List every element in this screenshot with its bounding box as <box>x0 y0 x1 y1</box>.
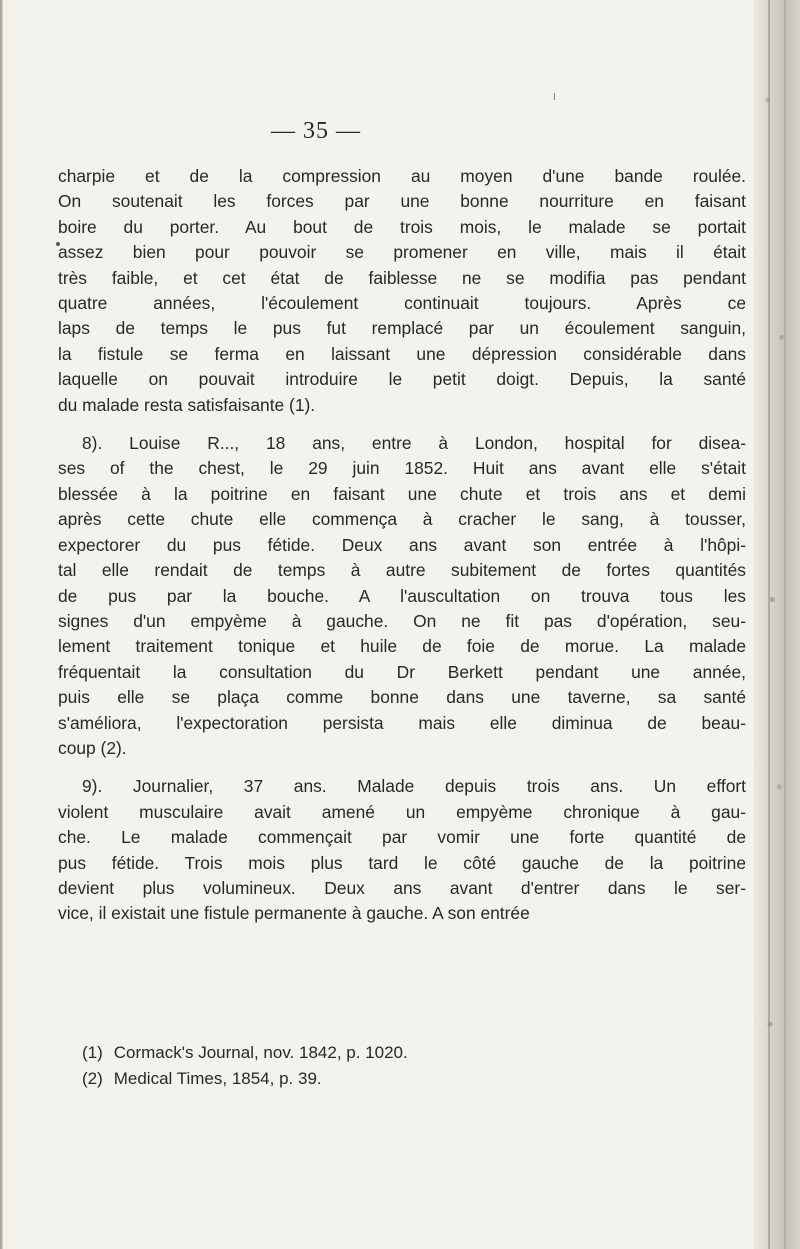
text-line: laquelle on pouvait introduire le petit doigt. Depuis, la santé <box>58 369 746 390</box>
paragraph-1 <box>58 164 746 418</box>
text-line: tal elle rendait de temps à autre subitement de fortes quantités <box>58 560 746 581</box>
text-line: violent musculaire avait amené un empyème chronique à gau- <box>58 801 746 822</box>
text-line: signes d'un empyème à gauche. On ne fit pas d'opération, seu- <box>58 610 746 631</box>
binding-line <box>784 0 786 1249</box>
page-binding-edge <box>754 0 800 1249</box>
text-line: devient plus volumineux. Deux ans avant d'entrer dans le ser- <box>58 877 746 898</box>
text-line: On soutenait les forces par une bonne nourriture en faisant <box>58 191 746 212</box>
text-line: laps de temps le pus fut remplacé par un écoulement sanguin, <box>58 318 746 339</box>
footnote-text: Cormack's Journal, nov. 1842, p. 1020. <box>113 1043 408 1062</box>
text-line: 8). Louise R..., 18 ans, entre à London, hospital for disea- <box>82 433 746 454</box>
text-line: lement traitement tonique et huile de foie de morue. La malade <box>58 636 746 657</box>
text-line: pus fétide. Trois mois plus tard le côté gauche de la poitrine <box>58 852 746 873</box>
page-number-header: — 35 — <box>271 118 361 144</box>
footnote-label: (1) <box>82 1043 103 1062</box>
text-line: de pus par la bouche. A l'auscultation on trouva tous les <box>58 585 746 606</box>
text-line: expectorer du pus fétide. Deux ans avant son entrée à l'hôpi- <box>58 534 746 555</box>
footnote-1 <box>82 1040 682 1066</box>
footnote-text: Medical Times, 1854, p. 39. <box>113 1069 322 1088</box>
text-line: fréquentait la consultation du Dr Berkett pendant une année, <box>58 661 746 682</box>
text-line: boire du porter. Au bout de trois mois, le malade se portait <box>58 216 746 237</box>
text-line: coup (2). <box>58 737 127 758</box>
text-line: ses of the chest, le 29 juin 1852. Huit ans avant elle s'était <box>58 458 746 479</box>
corner-mark: I <box>553 92 556 103</box>
text-line: assez bien pour pouvoir se promener en ville, mais il était <box>58 242 746 263</box>
text-line: 9). Journalier, 37 ans. Malade depuis trois ans. Un effort <box>82 776 746 797</box>
text-line: après cette chute elle commença à cracher le sang, à tousser, <box>58 509 746 530</box>
text-line: quatre années, l'écoulement continuait toujours. Après ce <box>58 293 746 314</box>
paragraph-2 <box>58 431 746 761</box>
text-line: charpie et de la compression au moyen d'une bande roulée. <box>58 166 746 186</box>
body-text <box>58 164 746 927</box>
footnote-label: (2) <box>82 1069 103 1088</box>
text-line: la fistule se ferma en laissant une dépression considérable dans <box>58 343 746 364</box>
text-line: très faible, et cet état de faiblesse ne se modifia pas pendant <box>58 267 746 288</box>
text-line: che. Le malade commençait par vomir une forte quantité de <box>58 827 746 848</box>
text-line: puis elle se plaça comme bonne dans une taverne, sa santé <box>58 687 746 708</box>
text-line: s'améliora, l'expectoration persista mais elle diminua de beau- <box>58 712 746 733</box>
text-line: blessée à la poitrine en faisant une chute et trois ans et demi <box>58 483 746 504</box>
text-line: vice, il existait une fistule permanente à gauche. A son entrée <box>58 903 530 924</box>
paragraph-3 <box>58 774 746 926</box>
page-left-edge <box>0 0 3 1249</box>
footnotes <box>82 1040 682 1092</box>
footnote-2 <box>82 1066 682 1092</box>
text-line: du malade resta satisfaisante (1). <box>58 394 316 415</box>
binding-line <box>768 0 770 1249</box>
